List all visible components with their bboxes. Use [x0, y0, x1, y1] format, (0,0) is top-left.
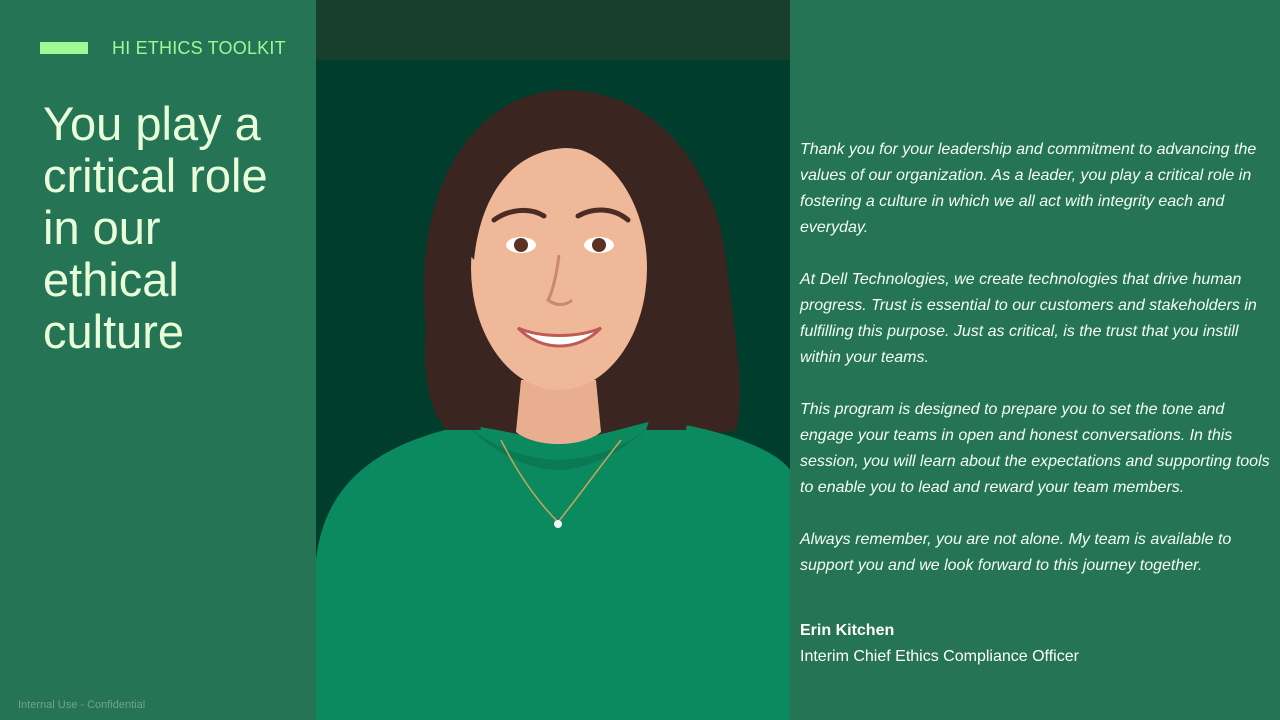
- accent-bar: [40, 42, 88, 54]
- message-body: [800, 137, 1270, 605]
- signature-title: Interim Chief Ethics Compliance Officer: [800, 648, 1079, 665]
- message-panel: [790, 0, 1280, 720]
- headline-line: culture: [43, 305, 185, 358]
- portrait-illustration: [316, 0, 790, 720]
- message-paragraph: Thank you for your leadership and commitment to advancing the values of our organization. As a leader, you play a critical role in fostering a culture in which we all act with integrity each and everyday.: [800, 141, 1257, 236]
- left-panel: [0, 0, 316, 720]
- headline-line: You play a: [43, 97, 261, 150]
- headline-line: in our: [43, 201, 161, 254]
- page-title: [43, 98, 308, 358]
- confidentiality-note: Internal Use - Confidential: [18, 699, 146, 711]
- portrait-photo: [316, 0, 790, 720]
- toolkit-label: HI ETHICS TOOLKIT: [112, 38, 286, 58]
- message-paragraph: This program is designed to prepare you to set the tone and engage your teams in open and honest conversations. In this session, you will learn about the expectations and supporting tools to enable you to lead and reward your team members.: [800, 401, 1270, 496]
- signature-name: Erin Kitchen: [800, 622, 895, 639]
- headline-line: critical role: [43, 149, 268, 202]
- message-paragraph: Always remember, you are not alone. My team is available to support you and we look forward to this journey together.: [800, 531, 1232, 574]
- message-paragraph: At Dell Technologies, we create technologies that drive human progress. Trust is essential to our customers and stakeholders in fulfilling this purpose. Just as critical, is the trust that you instill within your teams.: [800, 271, 1257, 366]
- headline-line: ethical: [43, 253, 179, 306]
